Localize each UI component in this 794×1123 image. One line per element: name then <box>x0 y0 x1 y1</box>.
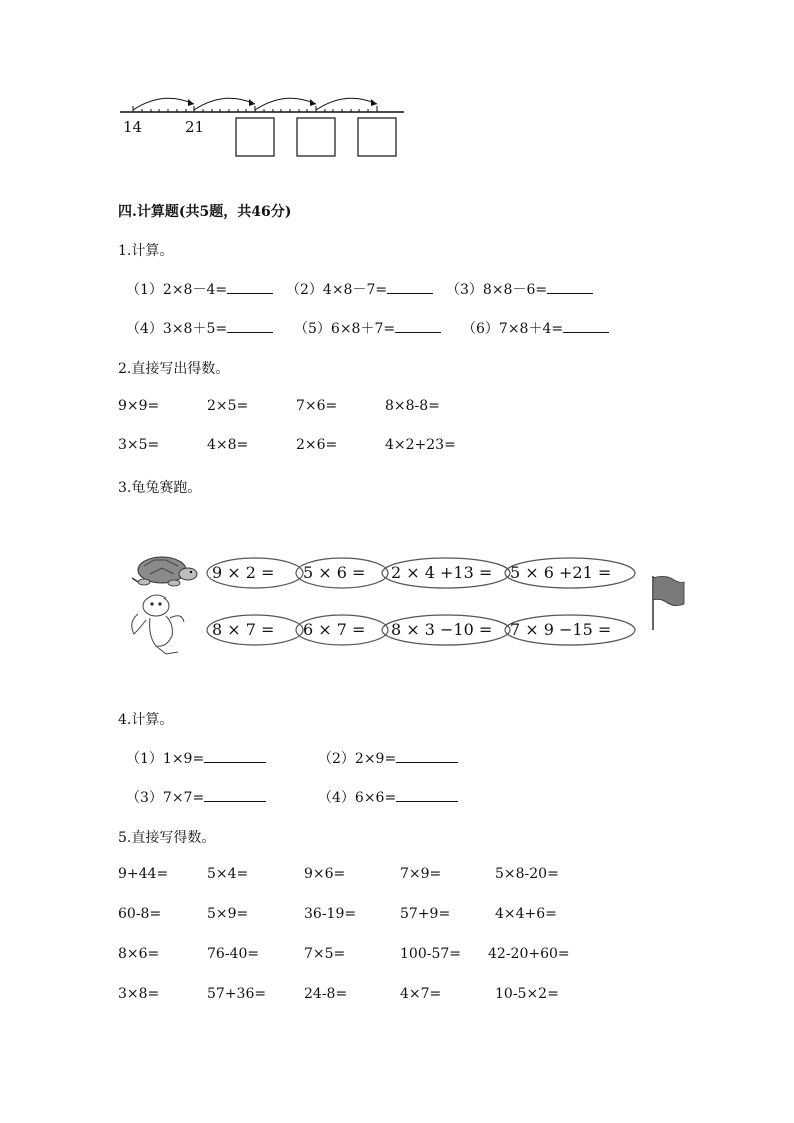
q2-cell: 2×6= <box>296 437 338 453</box>
q5-cell: 9+44= <box>118 866 169 882</box>
q5-cell: 57+36= <box>207 986 267 1002</box>
q5-cell: 7×9= <box>400 866 442 882</box>
answer-blank[interactable] <box>204 789 266 802</box>
answer-blank[interactable] <box>227 281 273 294</box>
q5-cell: 5×8-20= <box>495 866 559 882</box>
q5-cell: 42-20+60= <box>488 946 570 962</box>
q4-item-3: （3）7×7= <box>126 787 266 807</box>
number-line-label-21: 21 <box>185 118 205 136</box>
q5-cell: 60-8= <box>118 906 162 922</box>
answer-blank[interactable] <box>547 281 593 294</box>
q2-cell: 9×9= <box>118 398 160 414</box>
q2-cell: 4×8= <box>207 437 249 453</box>
number-line-label-14: 14 <box>123 118 143 136</box>
q4-item-4: （4）6×6= <box>318 787 458 807</box>
q1-item-3: （3）8×8－6= <box>446 279 593 299</box>
answer-blank[interactable] <box>395 320 441 333</box>
q3-title: 3.龟兔赛跑。 <box>118 480 202 496</box>
q2-title: 2.直接写出得数。 <box>118 361 230 377</box>
q5-cell: 4×4+6= <box>495 906 557 922</box>
answer-blank[interactable] <box>563 320 609 333</box>
turtle-expr-1: 9 × 2 = <box>212 563 275 582</box>
q2-cell: 8×8-8= <box>385 398 440 414</box>
q1-item-5: （5）6×8＋7= <box>294 318 441 338</box>
q5-title: 5.直接写得数。 <box>118 830 216 846</box>
answer-blank[interactable] <box>396 750 458 763</box>
q2-cell: 2×5= <box>207 398 249 414</box>
answer-blank[interactable] <box>396 789 458 802</box>
rabbit-expr-3: 8 × 3 −10 = <box>391 620 493 639</box>
q5-cell: 7×5= <box>304 946 346 962</box>
answer-blank[interactable] <box>387 281 433 294</box>
answer-blank[interactable] <box>204 750 266 763</box>
q1-item-4: （4）3×8＋5= <box>126 318 273 338</box>
q5-cell: 76-40= <box>207 946 260 962</box>
q5-cell: 57+9= <box>400 906 451 922</box>
q1-title: 1.计算。 <box>118 243 174 259</box>
rabbit-expr-4: 7 × 9 −15 = <box>510 620 612 639</box>
q5-cell: 24-8= <box>304 986 348 1002</box>
q4-title: 4.计算。 <box>118 712 174 728</box>
q5-cell: 5×4= <box>207 866 249 882</box>
number-line <box>118 90 408 162</box>
q4-item-1: （1）1×9= <box>126 748 266 768</box>
flag-icon <box>653 576 684 630</box>
rabbit-expr-1: 8 × 7 = <box>212 620 275 639</box>
q1-item-2: （2）4×8－7= <box>286 279 433 299</box>
q2-cell: 7×6= <box>296 398 338 414</box>
turtle-expr-3: 2 × 4 +13 = <box>391 563 493 582</box>
q4-item-2: （2）2×9= <box>318 748 458 768</box>
q2-cell: 4×2+23= <box>385 437 456 453</box>
turtle-icon <box>132 557 197 586</box>
q5-cell: 10-5×2= <box>495 986 559 1002</box>
turtle-expr-2: 5 × 6 = <box>303 563 366 582</box>
q5-cell: 5×9= <box>207 906 249 922</box>
rabbit-expr-2: 6 × 7 = <box>303 620 366 639</box>
answer-blank[interactable] <box>227 320 273 333</box>
rabbit-icon <box>132 595 184 654</box>
q5-cell: 100-57= <box>400 946 461 962</box>
q5-cell: 36-19= <box>304 906 357 922</box>
q5-cell: 8×6= <box>118 946 160 962</box>
q2-cell: 3×5= <box>118 437 160 453</box>
number-line-ticks <box>133 106 377 112</box>
q1-item-6: （6）7×8＋4= <box>462 318 609 338</box>
answer-box-2[interactable] <box>297 118 335 156</box>
q5-cell: 4×7= <box>400 986 442 1002</box>
q5-cell: 3×8= <box>118 986 160 1002</box>
q1-item-1: （1）2×8－4= <box>126 279 273 299</box>
turtle-expr-4: 5 × 6 +21 = <box>510 563 612 582</box>
answer-box-1[interactable] <box>236 118 274 156</box>
section-title: 四.计算题(共5题，共46分) <box>118 204 292 220</box>
answer-box-3[interactable] <box>358 118 396 156</box>
q5-cell: 9×6= <box>304 866 346 882</box>
